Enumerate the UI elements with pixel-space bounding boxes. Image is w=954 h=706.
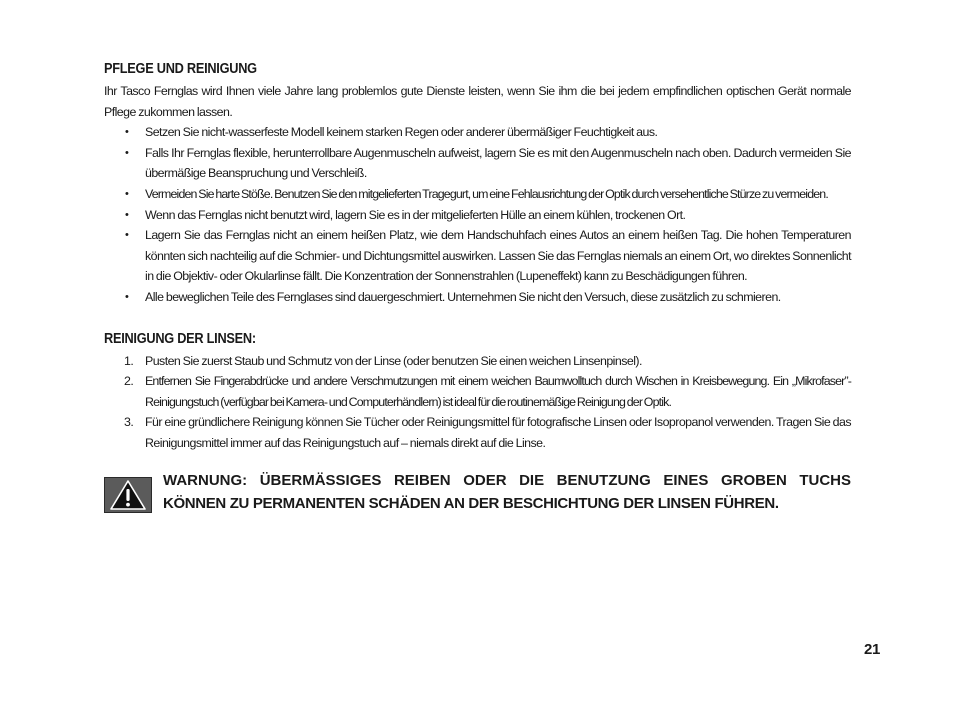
care-bullet-list bbox=[104, 122, 851, 307]
warning-line-1: WARNUNG: ÜBERMÄSSIGES REIBEN ODER DIE BENUTZUNG EINES GROBEN TUCHS bbox=[163, 472, 851, 489]
list-item: • Vermeiden Sie harte Stöße. Benutzen Sie den mitgelieferten Tragegurt, um eine Fehlausrichtung der Optik durch versehentliche Stürze zu vermeiden. bbox=[104, 184, 851, 205]
list-item: • Setzen Sie nicht-wasserfeste Modell keinem starken Regen oder anderer übermäßiger Feuchtigkeit aus. bbox=[104, 122, 851, 143]
bullet-marker: • bbox=[125, 229, 129, 242]
warning-triangle-icon bbox=[104, 477, 152, 513]
list-item: 3. Für eine gründlichere Reinigung können Sie Tücher oder Reinigungsmittel für fotografische Linsen oder Isopropanol verwenden. Tragen Sie das Reinigungsmittel immer auf das Reinigungstuch auf – niemals direkt auf die Linse. bbox=[104, 412, 851, 453]
bullet-marker: • bbox=[125, 290, 129, 303]
warning-box bbox=[104, 464, 851, 524]
page-number: 21 bbox=[864, 641, 881, 658]
bullet-marker: • bbox=[125, 126, 129, 139]
list-item: • Falls Ihr Fernglas flexible, herunterrollbare Augenmuscheln aufweist, lagern Sie es mit den Augenmuscheln nach oben. Dadurch vermeiden Sie übermäßige Beanspruchung und Verschleiß. bbox=[104, 143, 851, 184]
bullet-marker: • bbox=[125, 187, 129, 200]
step-number: 2. bbox=[124, 374, 134, 389]
warning-line-2: KÖNNEN ZU PERMANENTEN SCHÄDEN AN DER BESCHICHTUNG DER LINSEN FÜHREN. bbox=[163, 495, 779, 512]
step-number: 3. bbox=[124, 415, 134, 430]
list-item: 2. Entfernen Sie Fingerabdrücke und andere Verschmutzungen mit einem weichen Baumwolltuch durch Wischen in Kreisbewegung. Ein „Mikrofaser”-Reinigungstuch (verfügbar bei Kamera- und Computerhändlern) ist ideal für die routinemäßige Reinigung der Optik. bbox=[104, 371, 851, 412]
intro-paragraph: Ihr Tasco Fernglas wird Ihnen viele Jahre lang problemlos gute Dienste leisten, wenn Sie ihm die bei jedem empfindlichen optischen Gerät normale Pflege zukommen lassen. bbox=[104, 84, 851, 119]
step-number: 1. bbox=[124, 353, 134, 368]
list-item: • Lagern Sie das Fernglas nicht an einem heißen Platz, wie dem Handschuhfach eines Autos an einem heißen Tag. Die hohen Temperaturen könnten sich nachteilig auf die Schmier- und Dichtungsmittel auswirken. Lassen Sie das Fernglas niemals an einem Ort, wo direktes Sonnenlicht in die Objektiv- oder Okularlinse fällt. Die Konzentration der Sonnenstrahlen (Lupeneffekt) kann zu Beschädigungen führen. bbox=[104, 225, 851, 287]
list-item: 1. Pusten Sie zuerst Staub und Schmutz von der Linse (oder benutzen Sie einen weichen Linsenpinsel). bbox=[104, 351, 851, 372]
bullet-marker: • bbox=[125, 208, 129, 221]
warning-triangle-svg bbox=[105, 478, 151, 512]
warning-text bbox=[163, 469, 851, 515]
lens-cleaning-steps bbox=[104, 351, 851, 454]
list-item: • Wenn das Fernglas nicht benutzt wird, lagern Sie es in der mitgelieferten Hülle an einem kühlen, trockenen Ort. bbox=[104, 205, 851, 226]
bullet-marker: • bbox=[125, 146, 129, 159]
section-title-lens-cleaning: REINIGUNG DER LINSEN: bbox=[104, 330, 256, 347]
section-title-care: PFLEGE UND REINIGUNG bbox=[104, 61, 257, 77]
page-content bbox=[104, 60, 851, 454]
list-item: • Alle beweglichen Teile des Fernglases sind dauergeschmiert. Unternehmen Sie nicht den Versuch, diese zusätzlich zu schmieren. bbox=[104, 287, 851, 308]
